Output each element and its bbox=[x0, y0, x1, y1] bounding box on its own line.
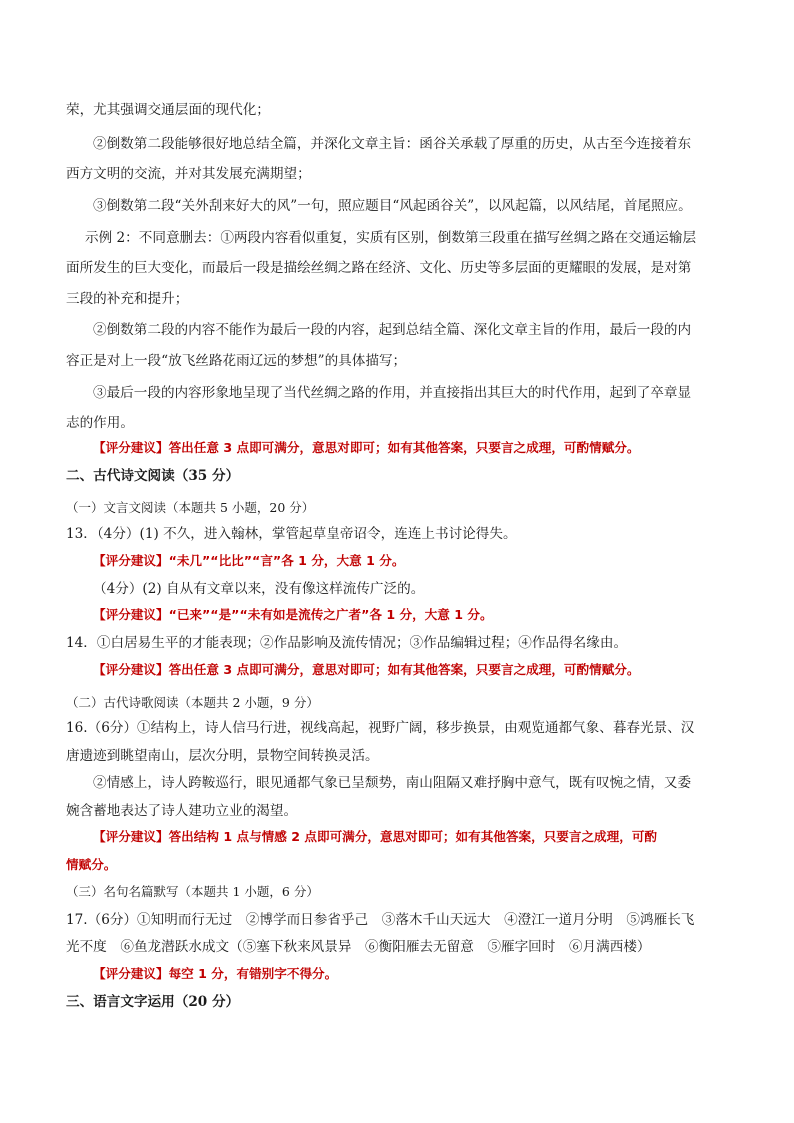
text-line: ②倒数第二段能够很好地总结全篇，并深化文章主旨：函谷关承载了厚重的历史，从古至今连接着东 bbox=[93, 136, 692, 152]
text-line: 唐遗迹到眺望南山，层次分明，景物空间转换灵活。 bbox=[66, 748, 379, 764]
text-line: 示例 2：不同意删去：①两段内容看似重复，实质有区别，倒数第三段重在描写丝绸之路在交通运输层 bbox=[85, 230, 697, 246]
scoring-note: 【评分建议】答出任意 3 点即可满分，意思对即可；如有其他答案，只要言之成理，可酌情赋分。 bbox=[93, 662, 640, 677]
text-line: 容正是对上一段“放飞丝路花雨辽远的梦想”的具体描写； bbox=[66, 353, 407, 369]
scoring-note: 【评分建议】每空 1 分，有错别字不得分。 bbox=[93, 966, 338, 981]
section-heading: 三、语言文字运用（20 分） bbox=[66, 994, 240, 1010]
scoring-note: 情赋分。 bbox=[66, 857, 117, 872]
subsection-heading: （二）古代诗歌阅读（本题共 2 小题，9 分） bbox=[66, 695, 319, 710]
text-line: 西方文明的交流，并对其发展充满期望； bbox=[66, 166, 311, 182]
text-line: 面所发生的巨大变化，而最后一段是描绘丝绸之路在经济、文化、历史等多层面的更耀眼的发展，是对第 bbox=[66, 260, 692, 276]
scoring-note: 【评分建议】“未几”“比比”“言”各 1 分，大意 1 分。 bbox=[93, 553, 405, 568]
text-line: ③最后一段的内容形象地呈现了当代丝绸之路的作用，并直接指出其巨大的时代作用，起到了卒章显 bbox=[93, 385, 692, 401]
text-line: 13．（4分）(1) 不久，进入翰林，掌管起草皇帝诏令，连连上书讨论得失。 bbox=[66, 526, 517, 542]
text-line: 14．①白居易生平的才能表现；②作品影响及流传情况；③作品编辑过程；④作品得名缘由。 bbox=[66, 635, 628, 651]
scoring-note: 【评分建议】“已来”“是”“未有如是流传之广者”各 1 分，大意 1 分。 bbox=[93, 607, 493, 622]
text-line: ②倒数第二段的内容不能作为最后一段的内容，起到总结全篇、深化文章主旨的作用，最后一段的内 bbox=[93, 322, 692, 338]
text-line: ③倒数第二段“关外刮来好大的风”一句，照应题目“风起函谷关”，以风起篇，以风结尾，首尾照应。 bbox=[93, 198, 692, 214]
text-line: ②情感上，诗人跨鞍巡行，眼见通都气象已呈颓势，南山阻隔又难抒胸中意气，既有叹惋之情，又委 bbox=[93, 775, 692, 791]
scoring-note: 【评分建议】答出结构 1 点与情感 2 点即可满分，意思对即可；如有其他答案，只要言之成理，可酌 bbox=[93, 829, 658, 844]
section-heading: 二、古代诗文阅读（35 分） bbox=[66, 468, 240, 484]
subsection-heading: （一）文言文阅读（本题共 5 小题，20 分） bbox=[66, 500, 315, 515]
text-line: 16.（6分）①结构上，诗人信马行进，视线高起，视野广阔，移步换景，由观览通都气象、暮春光景、汉 bbox=[66, 720, 695, 736]
subsection-heading: （三）名句名篇默写（本题共 1 小题，6 分） bbox=[66, 884, 319, 899]
text-line: 荣，尤其强调交通层面的现代化； bbox=[66, 102, 270, 118]
text-line: 志的作用。 bbox=[66, 415, 134, 431]
scoring-note: 【评分建议】答出任意 3 点即可满分，意思对即可；如有其他答案，只要言之成理，可酌情赋分。 bbox=[93, 440, 640, 455]
text-line: 婉含蓄地表达了诗人建功立业的渴望。 bbox=[66, 803, 298, 819]
text-line: （4分）(2) 自从有文章以来，没有像这样流传广泛的。 bbox=[93, 581, 425, 597]
text-line: 三段的补充和提升； bbox=[66, 291, 189, 307]
text-line: 17.（6分）①知明而行无过 ②博学而日参省乎己 ③落木千山天远大 ④澄江一道月分明 ⑤鸿雁长飞 bbox=[66, 912, 695, 928]
text-line: 光不度 ⑥鱼龙潜跃水成文（⑤塞下秋来风景异 ⑥衡阳雁去无留意 ⑤雁字回时 ⑥月满西楼） bbox=[66, 939, 651, 955]
